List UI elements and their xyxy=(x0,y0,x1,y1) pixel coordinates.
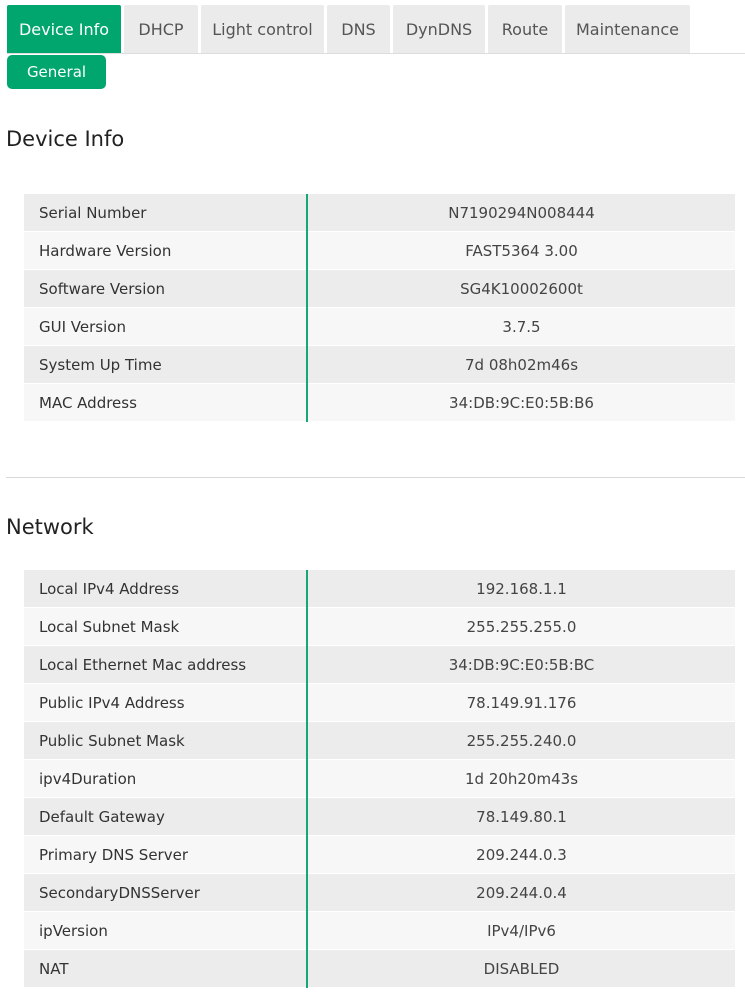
row-value: 255.255.255.0 xyxy=(307,608,735,646)
row-label: Serial Number xyxy=(24,194,307,232)
row-label: Public Subnet Mask xyxy=(24,722,307,760)
table-row xyxy=(24,836,735,874)
table-row xyxy=(24,684,735,722)
tab-dyndns[interactable]: DynDNS xyxy=(393,5,485,53)
row-label: Default Gateway xyxy=(24,798,307,836)
row-label: Local IPv4 Address xyxy=(24,570,307,608)
row-value: 34:DB:9C:E0:5B:B6 xyxy=(307,384,735,422)
tab-dhcp[interactable]: DHCP xyxy=(124,5,198,53)
main-tab-bar xyxy=(7,5,745,54)
row-label: ipv4Duration xyxy=(24,760,307,798)
row-value: DISABLED xyxy=(307,950,735,988)
table-row xyxy=(24,722,735,760)
section-divider xyxy=(6,477,745,478)
table-row xyxy=(24,346,735,384)
row-label: Software Version xyxy=(24,270,307,308)
row-label: ipVersion xyxy=(24,912,307,950)
table-row xyxy=(24,798,735,836)
table-row xyxy=(24,270,735,308)
row-value: FAST5364 3.00 xyxy=(307,232,735,270)
row-value: 255.255.240.0 xyxy=(307,722,735,760)
table-row xyxy=(24,950,735,988)
row-label: NAT xyxy=(24,950,307,988)
sub-tab-bar xyxy=(7,55,106,89)
row-value: 209.244.0.4 xyxy=(307,874,735,912)
row-label: System Up Time xyxy=(24,346,307,384)
row-label: Primary DNS Server xyxy=(24,836,307,874)
row-value: 78.149.91.176 xyxy=(307,684,735,722)
tab-light-control[interactable]: Light control xyxy=(201,5,324,53)
tab-route[interactable]: Route xyxy=(488,5,562,53)
row-value: 192.168.1.1 xyxy=(307,570,735,608)
device-info-table xyxy=(24,194,735,422)
subtab-general[interactable]: General xyxy=(7,55,106,89)
network-table xyxy=(24,570,735,988)
row-label: Hardware Version xyxy=(24,232,307,270)
row-value: IPv4/IPv6 xyxy=(307,912,735,950)
table-row xyxy=(24,608,735,646)
row-value: N7190294N008444 xyxy=(307,194,735,232)
table-row xyxy=(24,308,735,346)
row-label: Local Ethernet Mac address xyxy=(24,646,307,684)
tab-dns[interactable]: DNS xyxy=(327,5,390,53)
network-heading: Network xyxy=(6,515,94,539)
row-label: MAC Address xyxy=(24,384,307,422)
row-value: 34:DB:9C:E0:5B:BC xyxy=(307,646,735,684)
row-value: SG4K10002600t xyxy=(307,270,735,308)
row-value: 78.149.80.1 xyxy=(307,798,735,836)
table-row xyxy=(24,912,735,950)
row-value: 3.7.5 xyxy=(307,308,735,346)
table-row xyxy=(24,194,735,232)
row-value: 209.244.0.3 xyxy=(307,836,735,874)
row-label: GUI Version xyxy=(24,308,307,346)
table-row xyxy=(24,384,735,422)
device-info-heading: Device Info xyxy=(6,127,125,151)
row-value: 1d 20h20m43s xyxy=(307,760,735,798)
table-row xyxy=(24,646,735,684)
row-label: Public IPv4 Address xyxy=(24,684,307,722)
table-row xyxy=(24,874,735,912)
table-row xyxy=(24,232,735,270)
tab-device-info[interactable]: Device Info xyxy=(7,5,121,53)
row-label: Local Subnet Mask xyxy=(24,608,307,646)
tab-maintenance[interactable]: Maintenance xyxy=(565,5,690,53)
table-row xyxy=(24,760,735,798)
row-value: 7d 08h02m46s xyxy=(307,346,735,384)
row-label: SecondaryDNSServer xyxy=(24,874,307,912)
table-row xyxy=(24,570,735,608)
